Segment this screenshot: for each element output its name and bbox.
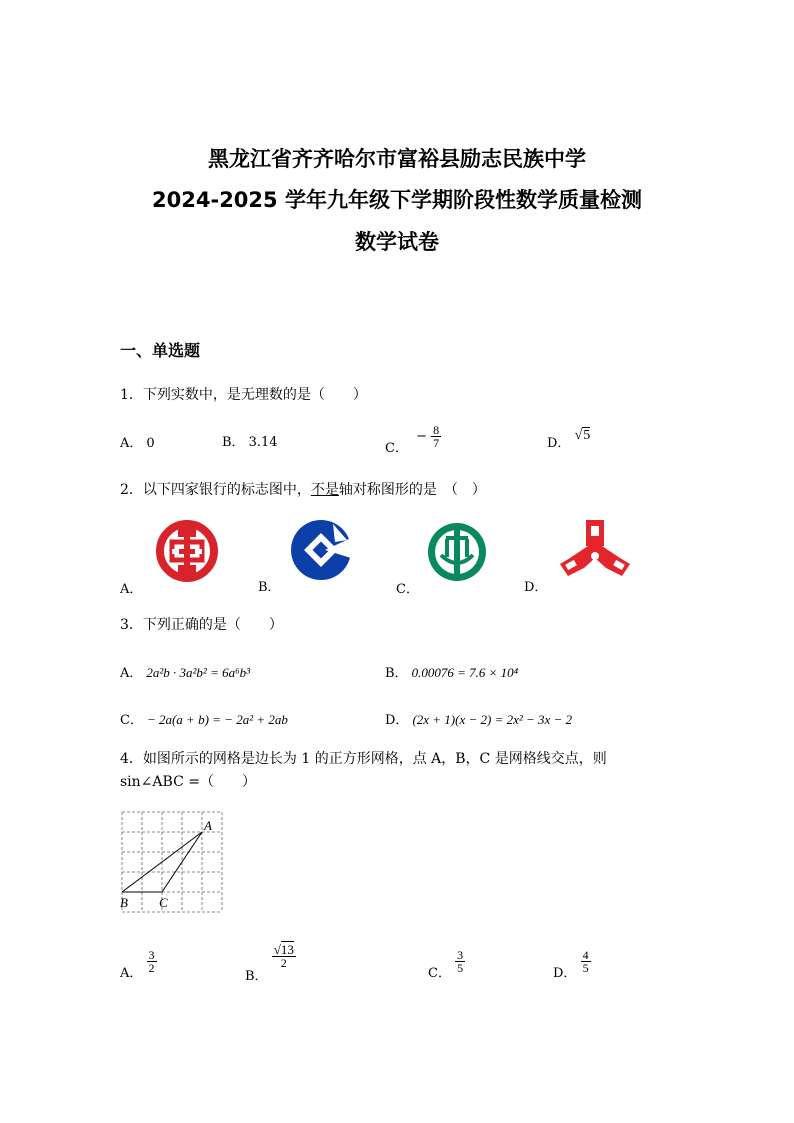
q3-option-d-expr: (2x + 1)(x − 2) = 2x² − 3x − 2 (412, 712, 573, 727)
q2-option-a-label: A． (120, 582, 143, 597)
q1-option-b: B． 3.14 (222, 435, 278, 450)
grid-triangle-figure (114, 806, 234, 916)
q1-option-c-fraction: $\frac{8}{7}$ (433, 423, 440, 450)
emphasis-not: 不是 (310, 482, 339, 498)
exam-title-line3: 数学试卷 (355, 230, 439, 254)
q3-option-b: B． 0.00076 = 7.6 × 10⁴ (385, 665, 519, 681)
exam-title-line1: 黑龙江省齐齐哈尔市富裕县励志民族中学 (208, 147, 586, 171)
q4-option-d-fraction: $\frac{4}{5}$ (582, 948, 589, 975)
q4-option-b: B． $\frac{√13}{2}$ (245, 942, 294, 984)
q3-option-d: D． (2x + 1)(x − 2) = 2x² − 3x − 2 (385, 712, 573, 728)
q4-option-c: C． $\frac{3}{5}$ (428, 948, 464, 981)
q3-option-a-expr: 2a²b · 3a²b² = 6a⁶b³ (146, 665, 251, 680)
ccb-logo-icon (289, 518, 353, 582)
q4-option-d: D． $\frac{4}{5}$ (553, 948, 589, 981)
q3-option-a: A． 2a²b · 3a²b² = 6a⁶b³ (120, 665, 251, 681)
q1-option-d-radicand: 5 (583, 428, 591, 443)
question-3-stem: 3．下列正确的是（ ） (120, 617, 283, 633)
q1-option-d: D． √5 (547, 428, 591, 451)
question-4-stem-line2: sin∠ABC =（ ） (120, 774, 256, 790)
q1-option-a-text: 0 (146, 436, 155, 451)
q3-option-b-expr: 0.00076 = 7.6 × 10⁴ (411, 665, 519, 680)
q1-option-b-text: 3.14 (248, 435, 278, 450)
exam-title-line2: 2024-2025 学年九年级下学期阶段性数学质量检测 (152, 188, 642, 212)
q2-option-b-label: B． (258, 580, 281, 595)
q4-option-c-fraction: $\frac{3}{5}$ (457, 948, 464, 975)
section-title: 一、单选题 (120, 341, 201, 360)
q1-option-a: A． 0 (120, 436, 155, 451)
q3-option-c-expr: − 2a(a + b) = − 2a² + 2ab (146, 712, 288, 727)
point-a-label: A (204, 818, 212, 833)
abc-logo-icon (424, 519, 490, 585)
q4-option-b-fraction: $\frac{√13}{2}$ (273, 942, 294, 970)
question-4-stem-line1: 4．如图所示的网格是边长为 1 的正方形网格，点 A，B，C 是网格线交点，则 (120, 751, 607, 767)
q2-option-d-label: D． (524, 580, 548, 595)
q2-option-c-label: C． (396, 582, 419, 597)
question-2-stem: 2．以下四家银行的标志图中，不是轴对称图形的是 （ ） (120, 482, 486, 498)
q4-option-a: A． $\frac{3}{2}$ (120, 948, 155, 981)
q4-option-a-fraction: $\frac{3}{2}$ (148, 948, 155, 975)
point-b-label: B (120, 895, 128, 910)
q3-option-c: C． − 2a(a + b) = − 2a² + 2ab (120, 712, 288, 728)
point-c-label: C (159, 895, 168, 910)
question-1-stem: 1．下列实数中，是无理数的是（ ） (120, 387, 367, 403)
q1-option-c: C． − $\frac{8}{7}$ (385, 423, 440, 456)
bcm-logo-icon (558, 518, 632, 584)
icbc-logo-icon (154, 518, 220, 584)
